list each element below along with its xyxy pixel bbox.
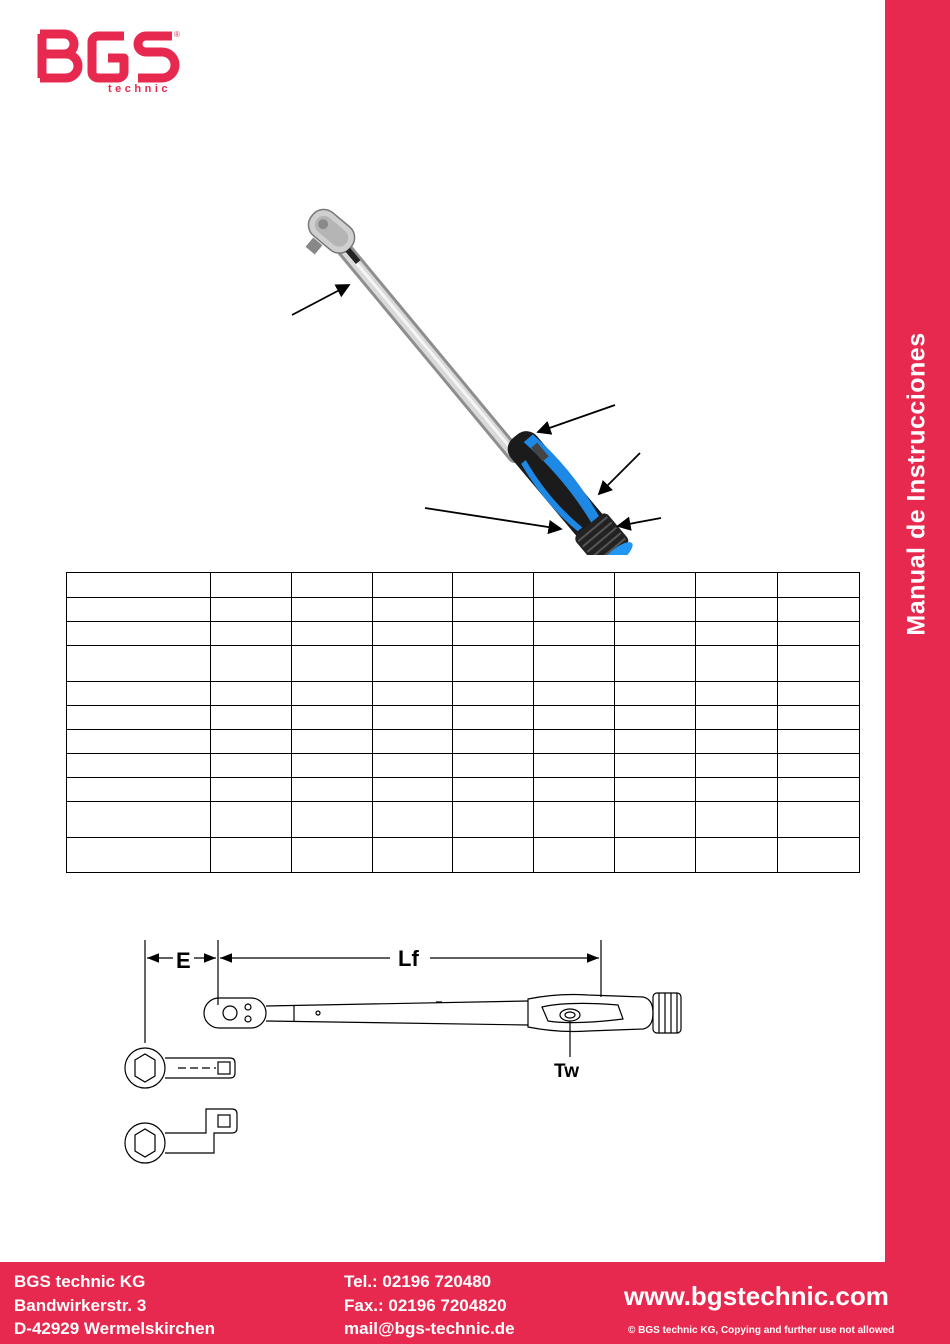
company-street: Bandwirkerstr. 3 [14, 1295, 147, 1315]
footer-address [14, 1270, 215, 1341]
email-link[interactable]: mail@bgs-technic.de [344, 1319, 515, 1338]
specification-table [66, 572, 860, 873]
table-row [67, 730, 860, 754]
pointer-arrow-shaft [292, 285, 349, 315]
table-row [67, 682, 860, 706]
dimension-drawing [118, 935, 698, 1180]
torque-wrench-image [285, 205, 665, 555]
website-link[interactable]: www.bgstechnic.com [624, 1281, 889, 1311]
table-row [67, 706, 860, 730]
bgs-logo [34, 26, 184, 96]
table-row [67, 622, 860, 646]
dimension-label-e: E [176, 948, 191, 973]
table-row [67, 598, 860, 622]
pointer-arrow-lock [538, 405, 615, 432]
company-name: BGS technic KG [14, 1272, 146, 1291]
registered-mark: ® [174, 30, 180, 39]
pointer-arrow-scale [599, 453, 640, 494]
table-row [67, 802, 860, 838]
table-row [67, 754, 860, 778]
copyright-notice: © BGS technic KG, Copying and further use not allowed [628, 1325, 895, 1336]
table-row [67, 573, 860, 598]
logo-subtitle: technic [108, 83, 172, 95]
dimension-label-lf: Lf [398, 946, 419, 971]
manual-title: Manual de Instrucciones [902, 332, 931, 636]
sidebar-band [885, 0, 950, 1262]
table-row [67, 838, 860, 873]
sidebar-title-wrap [885, 0, 950, 1262]
footer-contact [344, 1270, 515, 1341]
pointer-arrow-handle [425, 508, 561, 529]
pointer-arrow-knob [618, 518, 661, 526]
phone-number: Tel.: 02196 720480 [344, 1272, 492, 1291]
table-row [67, 778, 860, 802]
dimension-label-tw: Tw [554, 1061, 579, 1082]
table-row [67, 646, 860, 682]
fax-number: Fax.: 02196 7204820 [344, 1295, 507, 1315]
company-city: D-42929 Wermelskirchen [14, 1319, 215, 1338]
